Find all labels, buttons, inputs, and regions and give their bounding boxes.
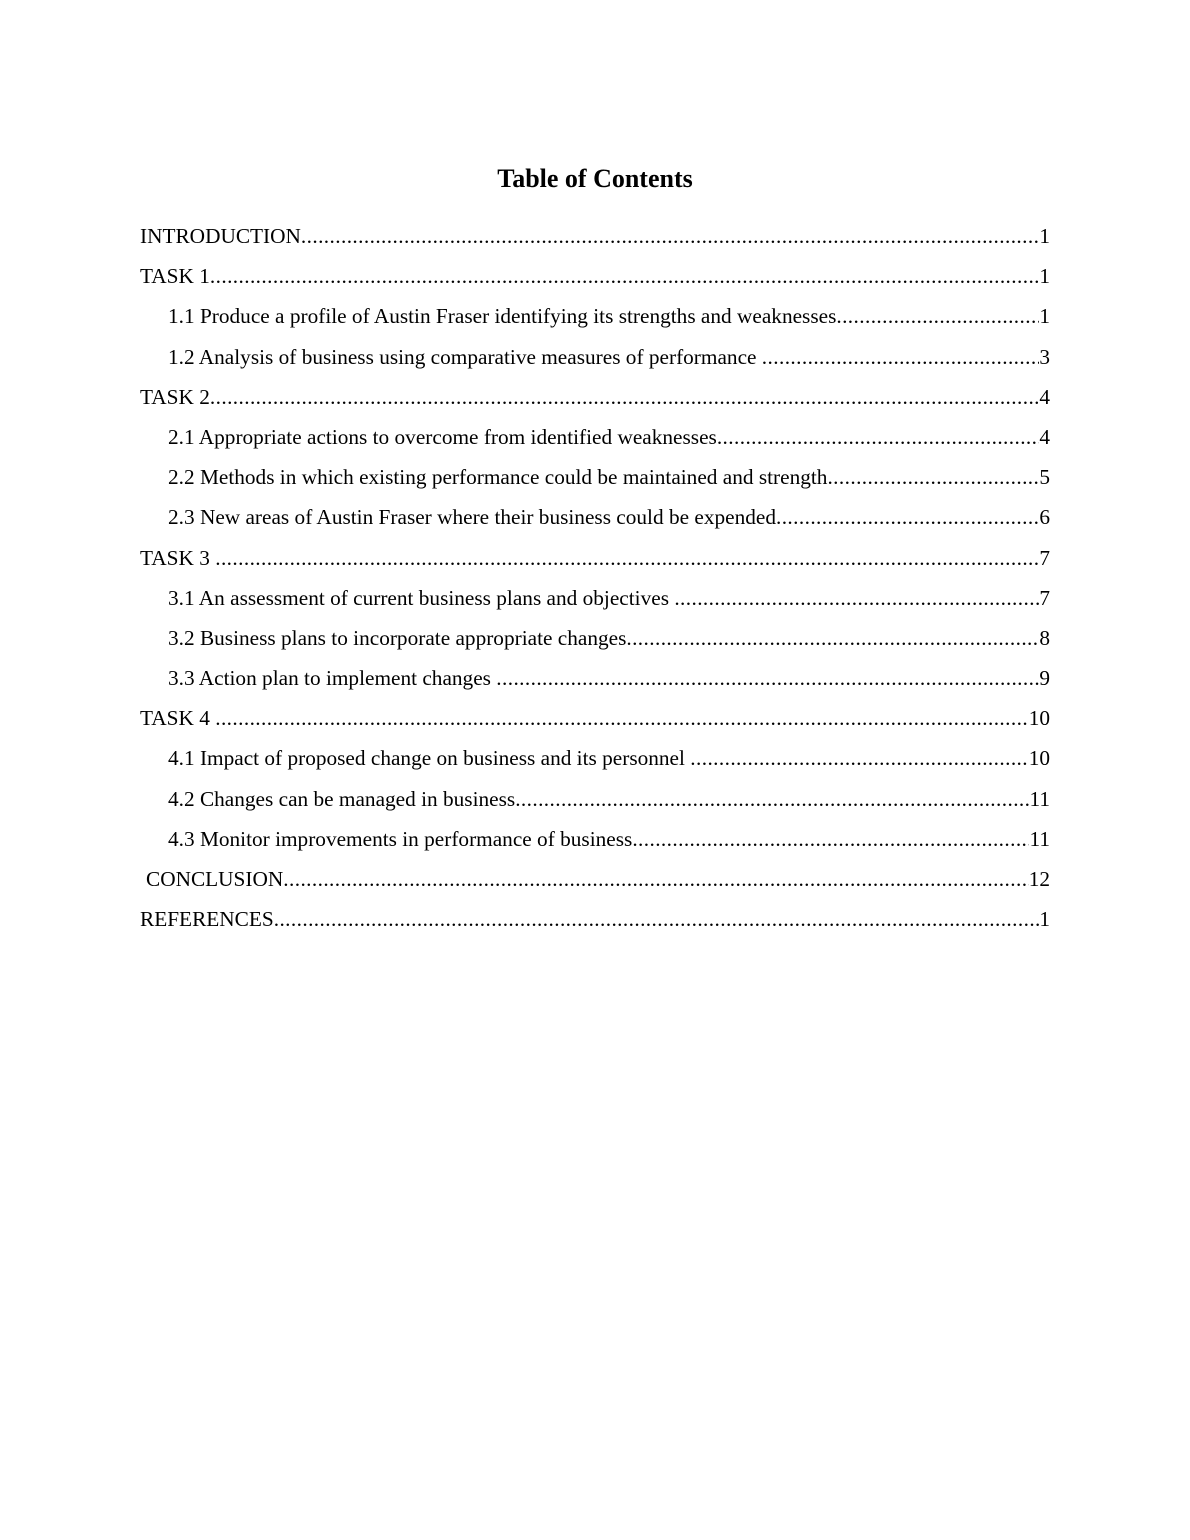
toc-entry-task-1[interactable]: [140, 259, 1050, 299]
toc-dot-leader: [690, 741, 1028, 775]
toc-entry-task-4[interactable]: [140, 701, 1050, 741]
toc-entry-2-2[interactable]: [140, 460, 1050, 500]
toc-entry-page: 7: [1039, 545, 1050, 570]
toc-entry-2-1[interactable]: [140, 420, 1050, 460]
toc-list: [140, 219, 1050, 942]
toc-entry-3-3[interactable]: [140, 661, 1050, 701]
toc-entry-page: 5: [1039, 465, 1050, 490]
toc-dot-leader: [496, 661, 1039, 695]
toc-entry-text: 3.3 Action plan to implement changes: [168, 666, 497, 691]
toc-entry-task-3[interactable]: [140, 541, 1050, 581]
toc-dot-leader: [762, 340, 1040, 374]
toc-entry-page: 11: [1029, 786, 1050, 811]
toc-dot-leader: [210, 259, 1039, 293]
toc-entry-page: 1: [1039, 264, 1050, 289]
toc-entry-page: 10: [1028, 746, 1050, 771]
toc-entry-page: 4: [1039, 384, 1050, 409]
toc-entry-text: 2.2 Methods in which existing performance could be maintained and strength: [168, 465, 828, 490]
toc-entry-text: 2.3 New areas of Austin Fraser where their business could be expended: [168, 505, 776, 530]
toc-entry-3-1[interactable]: [140, 581, 1050, 621]
toc-entry-task-2[interactable]: [140, 380, 1050, 420]
toc-dot-leader: [827, 460, 1039, 494]
toc-dot-leader: [776, 500, 1039, 534]
toc-entry-text: 1.1 Produce a profile of Austin Fraser identifying its strengths and weaknesses: [168, 304, 837, 329]
toc-entry-text: 4.2 Changes can be managed in business: [168, 786, 516, 811]
toc-entry-text: 4.3 Monitor improvements in performance of business: [168, 826, 633, 851]
toc-dot-leader: [274, 902, 1040, 936]
toc-entry-3-2[interactable]: [140, 621, 1050, 661]
toc-entry-page: 8: [1039, 625, 1050, 650]
toc-entry-text: 4.1 Impact of proposed change on business and its personnel: [168, 746, 691, 771]
toc-entry-page: 1: [1039, 907, 1050, 932]
toc-entry-1-2[interactable]: [140, 340, 1050, 380]
toc-dot-leader: [215, 541, 1039, 575]
toc-entry-conclusion[interactable]: [140, 862, 1050, 902]
toc-entry-text: INTRODUCTION: [140, 224, 301, 248]
toc-dot-leader: [626, 621, 1039, 655]
toc-dot-leader: [215, 701, 1028, 735]
toc-entry-text: CONCLUSION: [146, 867, 284, 891]
toc-dot-leader: [283, 862, 1028, 896]
toc-entry-text: 1.2 Analysis of business using comparative measures of performance: [168, 344, 762, 369]
toc-entry-references[interactable]: [140, 902, 1050, 942]
toc-dot-leader: [674, 581, 1039, 615]
toc-dot-leader: [210, 380, 1039, 414]
toc-entry-text: TASK 2: [140, 384, 210, 409]
toc-entry-page: 11: [1029, 826, 1050, 851]
toc-dot-leader: [632, 822, 1029, 856]
toc-entry-2-3[interactable]: [140, 500, 1050, 540]
toc-entry-text: 2.1 Appropriate actions to overcome from identified weaknesses: [168, 424, 717, 449]
toc-entry-text: 3.1 An assessment of current business plans and objectives: [168, 585, 675, 610]
toc-entry-page: 9: [1039, 666, 1050, 691]
toc-entry-introduction[interactable]: [140, 219, 1050, 259]
toc-entry-page: 3: [1039, 344, 1050, 369]
toc-dot-leader: [515, 782, 1029, 816]
toc-dot-leader: [836, 299, 1039, 333]
toc-dot-leader: [717, 420, 1040, 454]
toc-entry-page: 1: [1039, 224, 1050, 248]
toc-entry-text: REFERENCES: [140, 907, 274, 932]
toc-entry-4-1[interactable]: [140, 741, 1050, 781]
toc-entry-page: 1: [1039, 304, 1050, 329]
toc-entry-page: 6: [1039, 505, 1050, 530]
toc-title: Table of Contents: [497, 164, 693, 193]
toc-entry-text: 3.2 Business plans to incorporate appropriate changes: [168, 625, 627, 650]
toc-entry-text: TASK 1: [140, 264, 210, 289]
toc-entry-page: 7: [1039, 585, 1050, 610]
toc-dot-leader: [301, 219, 1039, 253]
toc-entry-4-3[interactable]: [140, 822, 1050, 862]
toc-entry-1-1[interactable]: [140, 299, 1050, 339]
toc-entry-page: 4: [1039, 424, 1050, 449]
toc-entry-page: 12: [1028, 867, 1050, 891]
toc-entry-text: TASK 4: [140, 706, 216, 731]
toc-entry-text: TASK 3: [140, 545, 216, 570]
toc-entry-page: 10: [1028, 706, 1050, 731]
toc-entry-4-2[interactable]: [140, 782, 1050, 822]
